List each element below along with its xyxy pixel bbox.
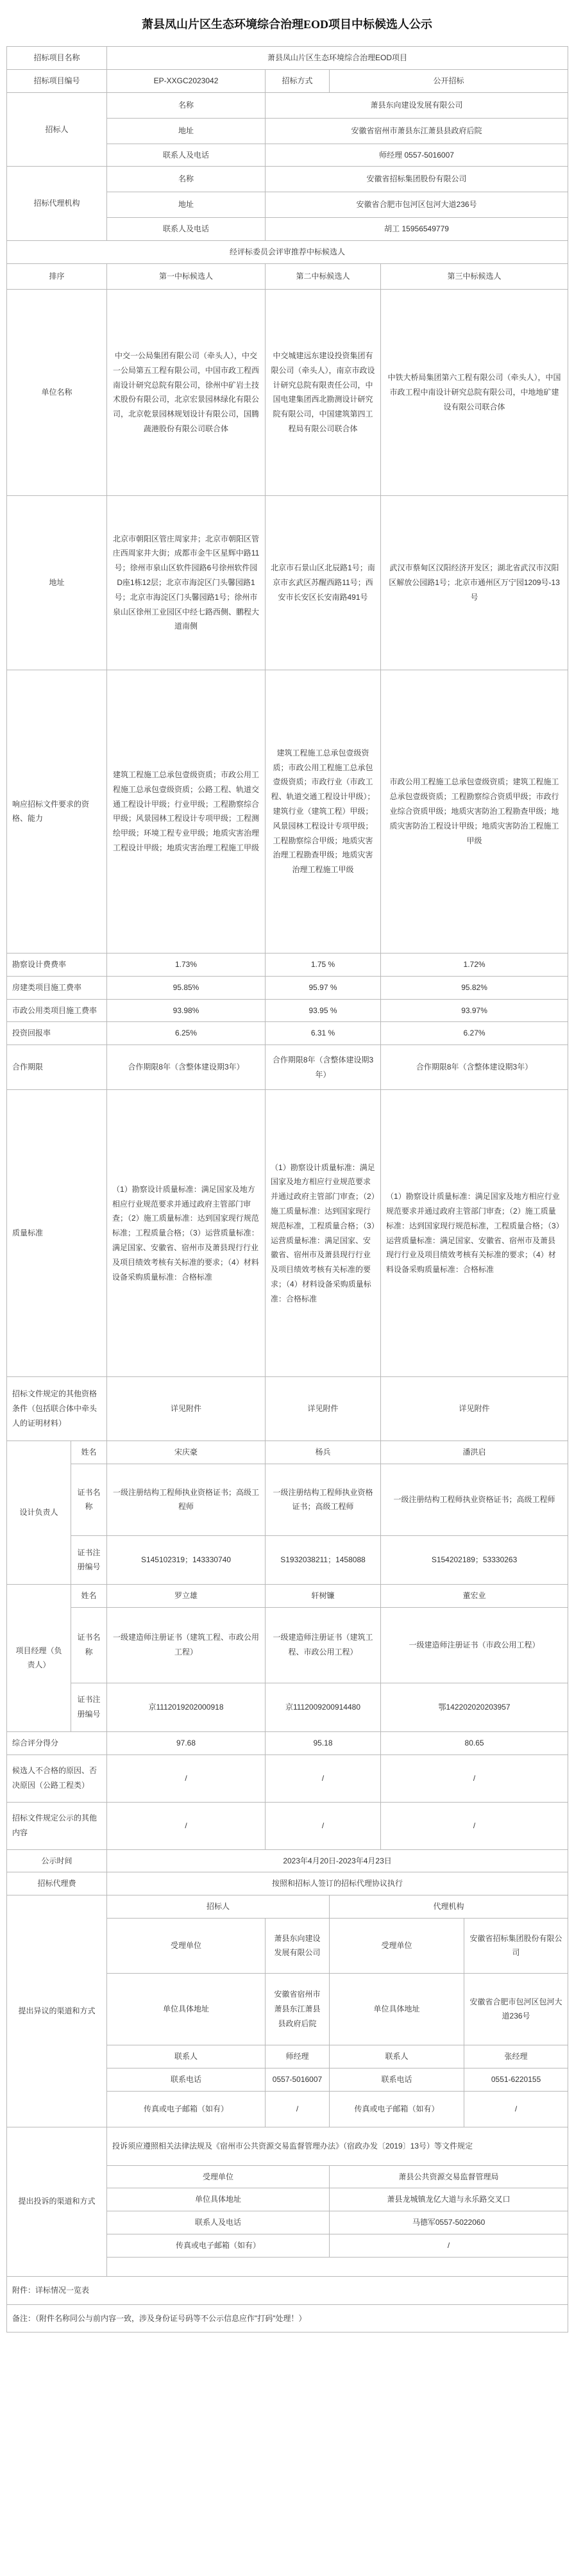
- unit-name-row: [7, 289, 568, 495]
- objection-agency-fax-label: 传真或电子邮箱（如有）: [330, 2091, 464, 2127]
- candidate-address-third: 武汉市蔡甸区汉阳经济开发区；湖北省武汉市汉阳区解放公园路1号；北京市通州区万宁园1209号-13号: [381, 495, 568, 670]
- design-lead-certno-second: S1932038211；1458088: [266, 1535, 381, 1584]
- complaint-label: 提出投诉的渠道和方式: [7, 2127, 107, 2276]
- objection-person-label: 联系人: [107, 2045, 266, 2068]
- agency-label: 招标代理机构: [7, 167, 107, 241]
- project-name-row: [7, 47, 568, 70]
- qualification-first: 建筑工程施工总承包壹级资质；市政公用工程施工总承包壹级资质；公路工程、轨道交通工程设计甲级；行业甲级；工程勘察综合甲级；风景园林工程设计专项甲级；工程测绘甲级；环境工程专业甲级；地质灾害治理工程设计甲级；地质灾害治理工程施工甲级: [107, 670, 266, 953]
- complaint-phone-value: 马德军0557-5022060: [330, 2211, 568, 2234]
- agency-fee-value: 按照和招标人签订的招标代理协议执行: [107, 1872, 568, 1895]
- project-code-row: [7, 69, 568, 92]
- invest-rate-row: [7, 1022, 568, 1045]
- objection-tenderer-head: 招标人: [107, 1895, 330, 1919]
- project-name-label: 招标项目名称: [7, 47, 107, 70]
- objection-unit-value: 萧县东向建设发展有限公司: [266, 1918, 330, 1973]
- candidate-address-second: 北京市石景山区北辰路1号；南京市玄武区苏醒西路11号；西安市长安区长安南路491号: [266, 495, 381, 670]
- design-lead-label: 设计负责人: [7, 1441, 71, 1585]
- project-code-value: EP-XXGC2023042: [107, 69, 266, 92]
- recommend-heading: 经评标委员会评审推荐中标候选人: [7, 241, 568, 264]
- period-second: 合作期限8年（含整体建设期3年）: [266, 1045, 381, 1090]
- invest-rate-second: 6.31 %: [266, 1022, 381, 1045]
- score-third: 80.65: [381, 1731, 568, 1754]
- objection-agency-person-label: 联系人: [330, 2045, 464, 2068]
- rank-label: 排序: [7, 263, 107, 289]
- complaint-addr-label: 单位具体地址: [107, 2188, 330, 2211]
- complaint-basis: 投诉须应遵照相关法律法规及《宿州市公共资源交易监督管理办法》（宿政办发〔2019〕13号）等文件规定: [107, 2127, 568, 2165]
- municipal-rate-label: 市政公用类项目施工费率: [7, 999, 107, 1022]
- other-qual-first: 详见附件: [107, 1377, 266, 1441]
- publicity-period-value: 2023年4月20日-2023年4月23日: [107, 1849, 568, 1872]
- recommend-heading-row: [7, 241, 568, 264]
- reason-first: /: [107, 1754, 266, 1802]
- municipal-rate-second: 93.95 %: [266, 999, 381, 1022]
- unit-name-second: 中交城建远东建设投资集团有限公司（牵头人），南京市政设计研究总院有限责任公司，中国电建集团西北勘测设计研究院有限公司，中国建筑第四工程局有限公司联合体: [266, 289, 381, 495]
- pm-cert-label: 证书名称: [71, 1607, 107, 1683]
- unit-name-label: 单位名称: [7, 289, 107, 495]
- agency-address-value: 安徽省合肥市包河区包河大道236号: [266, 192, 568, 218]
- notice-table: [6, 46, 568, 2332]
- pm-name-third: 董宏业: [381, 1584, 568, 1607]
- objection-agency-phone-label: 联系电话: [330, 2068, 464, 2091]
- remark-note: 备注：（附件名称同公与前内容一致，涉及身份证号码等不公示信息应作"打码"处理！）: [7, 2304, 568, 2332]
- attachment-note: 附件：详标情况一览表: [7, 2276, 568, 2304]
- quality-first: （1）勘察设计质量标准：满足国家及地方相应行业规范要求并通过政府主管部门审查；（2）施工质量标准：达到国家现行规范标准；工程质量合格；（3）运营质量标准：满足国家、安徽省、宿州市及萧县现行行业及项目绩效考核有关标准的要求；（4）材料设备采购质量标准：合格标准: [107, 1090, 266, 1377]
- pm-cert-row: [7, 1607, 568, 1683]
- extra-second: /: [266, 1802, 381, 1849]
- tenderer-name-label: 名称: [107, 92, 266, 118]
- complaint-unit-value: 萧县公共资源交易监督管理局: [330, 2165, 568, 2188]
- invest-rate-label: 投资回报率: [7, 1022, 107, 1045]
- municipal-rate-third: 93.97%: [381, 999, 568, 1022]
- project-name-value: 萧县凤山片区生态环境综合治理EOD项目: [107, 47, 568, 70]
- period-row: [7, 1045, 568, 1090]
- complaint-addr-value: 萧县龙城镇龙亿大道与永乐路交叉口: [330, 2188, 568, 2211]
- agency-name-label: 名称: [107, 167, 266, 192]
- extra-label: 招标文件规定公示的其他内容: [7, 1802, 107, 1849]
- objection-addr-label: 单位具体地址: [107, 1973, 266, 2045]
- quality-label: 质量标准: [7, 1090, 107, 1377]
- tenderer-address-value: 安徽省宿州市萧县东江萧县县政府后院: [266, 118, 568, 144]
- rank-third: 第三中标候选人: [381, 263, 568, 289]
- other-qual-row: [7, 1377, 568, 1441]
- design-rate-second: 1.75 %: [266, 953, 381, 976]
- quality-third: （1）勘察设计质量标准：满足国家及地方相应行业规范要求并通过政府主管部门审查；（2）施工质量标准：达到国家现行规范标准，工程质量合格；（3）运营质量标准：满足国家、安徽省、宿州市及萧县现行行业及项目绩效考核有关标准的要求；（4）材料设备采购质量标准：合格标准: [381, 1090, 568, 1377]
- agency-name-value: 安徽省招标集团股份有限公司: [266, 167, 568, 192]
- complaint-fax-label: 传真或电子邮箱（如有）: [107, 2234, 330, 2257]
- extra-first: /: [107, 1802, 266, 1849]
- complaint-basis-row: [7, 2127, 568, 2165]
- tenderer-name-row: [7, 92, 568, 118]
- pm-certno-row: [7, 1683, 568, 1731]
- objection-agency-unit-label: 受理单位: [330, 1918, 464, 1973]
- objection-agency-addr-value: 安徽省合肥市包河区包河大道236号: [464, 1973, 568, 2045]
- agency-fee-label: 招标代理费: [7, 1872, 107, 1895]
- objection-agency-fax-value: /: [464, 2091, 568, 2127]
- candidate-address-label: 地址: [7, 495, 107, 670]
- design-lead-certno-third: S154202189；53330263: [381, 1535, 568, 1584]
- other-qual-second: 详见附件: [266, 1377, 381, 1441]
- design-lead-name-label: 姓名: [71, 1441, 107, 1464]
- objection-fax-label: 传真或电子邮箱（如有）: [107, 2091, 266, 2127]
- pm-certno-first: 京1112019202000918: [107, 1683, 266, 1731]
- design-rate-third: 1.72%: [381, 953, 568, 976]
- score-row: [7, 1731, 568, 1754]
- municipal-rate-first: 93.98%: [107, 999, 266, 1022]
- pm-cert-first: 一级建造师注册证书（建筑工程、市政公用工程）: [107, 1607, 266, 1683]
- complaint-fax-value: /: [330, 2234, 568, 2257]
- score-second: 95.18: [266, 1731, 381, 1754]
- design-lead-cert-first: 一级注册结构工程师执业资格证书；高级工程师: [107, 1464, 266, 1535]
- candidate-address-row: [7, 495, 568, 670]
- score-label: 综合评分得分: [7, 1731, 107, 1754]
- objection-phone-label: 联系电话: [107, 2068, 266, 2091]
- objection-head-row: [7, 1895, 568, 1919]
- qualification-row: [7, 670, 568, 953]
- page-title: 萧县凤山片区生态环境综合治理EOD项目中标候选人公示: [141, 18, 432, 31]
- tender-method-label: 招标方式: [266, 69, 330, 92]
- objection-label: 提出异议的渠道和方式: [7, 1895, 107, 2127]
- objection-unit-label: 受理单位: [107, 1918, 266, 1973]
- rank-row: [7, 263, 568, 289]
- objection-agency-phone-value: 0551-6220155: [464, 2068, 568, 2091]
- reason-second: /: [266, 1754, 381, 1802]
- publicity-period-label: 公示时间: [7, 1849, 107, 1872]
- design-lead-name-second: 杨兵: [266, 1441, 381, 1464]
- design-lead-cert-row: [7, 1464, 568, 1535]
- objection-person-value: 师经理: [266, 2045, 330, 2068]
- pm-name-second: 轩树镰: [266, 1584, 381, 1607]
- period-label: 合作期限: [7, 1045, 107, 1090]
- municipal-rate-row: [7, 999, 568, 1022]
- building-rate-label: 房建类项目施工费率: [7, 976, 107, 999]
- pm-certno-second: 京1112009200914480: [266, 1683, 381, 1731]
- objection-fax-value: /: [266, 2091, 330, 2127]
- design-lead-cert-second: 一级注册结构工程师执业资格证书；高级工程师: [266, 1464, 381, 1535]
- design-lead-name-row: [7, 1441, 568, 1464]
- rank-first: 第一中标候选人: [107, 263, 266, 289]
- building-rate-second: 95.97 %: [266, 976, 381, 999]
- design-rate-first: 1.73%: [107, 953, 266, 976]
- building-rate-third: 95.82%: [381, 976, 568, 999]
- tenderer-name-value: 萧县东向建设发展有限公司: [266, 92, 568, 118]
- design-lead-name-third: 潘洪启: [381, 1441, 568, 1464]
- rank-second: 第二中标候选人: [266, 263, 381, 289]
- qualification-second: 建筑工程施工总承包壹级资质；市政公用工程施工总承包壹级资质；市政行业（市政工程、轨道交通工程设计甲级）；建筑行业（建筑工程）甲级；风景园林工程设计专项甲级；工程勘察综合甲级；地质灾害治理工程勘查甲级；地质灾害治理工程施工甲级: [266, 670, 381, 953]
- design-lead-cert-label: 证书名称: [71, 1464, 107, 1535]
- unit-name-third: 中铁大桥局集团第六工程有限公司（牵头人），中国市政工程中南设计研究总院有限公司，中地地矿建设有限公司联合体: [381, 289, 568, 495]
- pm-name-label: 姓名: [71, 1584, 107, 1607]
- design-lead-certno-row: [7, 1535, 568, 1584]
- unit-name-first: 中交一公局集团有限公司（牵头人），中交一公局第五工程有限公司，中国市政工程西南设计研究总院有限公司，徐州中矿岩土技术股份有限公司，北京宏景园林绿化有限公司，北京乾景园林规划设计有限公司，国腾蔬港股份有限公司联合体: [107, 289, 266, 495]
- objection-agency-addr-label: 单位具体地址: [330, 1973, 464, 2045]
- tenderer-contact-value: 师经理 0557-5016007: [266, 144, 568, 167]
- pm-name-row: [7, 1584, 568, 1607]
- reason-row: [7, 1754, 568, 1802]
- score-first: 97.68: [107, 1731, 266, 1754]
- extra-row: [7, 1802, 568, 1849]
- reason-label: 候选人不合格的原因、否决原因（公路工程类）: [7, 1754, 107, 1802]
- design-rate-label: 勘察设计费费率: [7, 953, 107, 976]
- objection-phone-value: 0557-5016007: [266, 2068, 330, 2091]
- pm-certno-label: 证书注册编号: [71, 1683, 107, 1731]
- design-lead-cert-third: 一级注册结构工程师执业资格证书；高级工程师: [381, 1464, 568, 1535]
- agency-contact-label: 联系人及电话: [107, 218, 266, 241]
- pm-name-first: 罗立雄: [107, 1584, 266, 1607]
- other-qual-third: 详见附件: [381, 1377, 568, 1441]
- building-rate-first: 95.85%: [107, 976, 266, 999]
- design-lead-certno-first: S145102319；143330740: [107, 1535, 266, 1584]
- candidate-address-first: 北京市朝阳区管庄周家井；北京市朝阳区管庄西周家井大街；成都市金牛区星辉中路11号；徐州市泉山区软件园路6号徐州软件园D座1栋12层；北京市海淀区门头馨园路1号；北京市海淀区门头馨园路1号；徐州市泉山区徐州工业园区中经七路西侧、鹏程大道南侧: [107, 495, 266, 670]
- quality-row: [7, 1090, 568, 1377]
- publicity-period-row: [7, 1849, 568, 1872]
- complaint-blank-cell: [107, 2257, 568, 2276]
- tenderer-contact-label: 联系人及电话: [107, 144, 266, 167]
- tender-method-value: 公开招标: [330, 69, 568, 92]
- qualification-third: 市政公用工程施工总承包壹级资质；建筑工程施工总承包壹级资质；工程勘察综合资质甲级；市政行业综合资质甲级；地质灾害防治工程勘查甲级；地质灾害防治工程设计甲级；地质灾害防治工程施工甲级: [381, 670, 568, 953]
- agency-fee-row: [7, 1872, 568, 1895]
- project-code-label: 招标项目编号: [7, 69, 107, 92]
- period-third: 合作期限8年（含整体建设期3年）: [381, 1045, 568, 1090]
- extra-third: /: [381, 1802, 568, 1849]
- objection-addr-value: 安徽省宿州市萧县东江萧县县政府后院: [266, 1973, 330, 2045]
- agency-name-row: [7, 167, 568, 192]
- design-rate-row: [7, 953, 568, 976]
- objection-agency-unit-value: 安徽省招标集团股份有限公司: [464, 1918, 568, 1973]
- invest-rate-third: 6.27%: [381, 1022, 568, 1045]
- invest-rate-first: 6.25%: [107, 1022, 266, 1045]
- objection-agency-head: 代理机构: [330, 1895, 568, 1919]
- design-lead-name-first: 宋庆豪: [107, 1441, 266, 1464]
- remark-row: [7, 2304, 568, 2332]
- qualification-label: 响应招标文件要求的资格、能力: [7, 670, 107, 953]
- building-rate-row: [7, 976, 568, 999]
- tenderer-address-label: 地址: [107, 118, 266, 144]
- tenderer-label: 招标人: [7, 92, 107, 167]
- design-lead-certno-label: 证书注册编号: [71, 1535, 107, 1584]
- pm-label: 项目经理（负责人）: [7, 1584, 71, 1731]
- complaint-unit-label: 受理单位: [107, 2165, 330, 2188]
- other-qual-label: 招标文件规定的其他资格条件（包括联合体中牵头人的证明材料）: [7, 1377, 107, 1441]
- period-first: 合作期限8年（含整体建设期3年）: [107, 1045, 266, 1090]
- reason-third: /: [381, 1754, 568, 1802]
- attachment-row: [7, 2276, 568, 2304]
- complaint-phone-label: 联系人及电话: [107, 2211, 330, 2234]
- quality-second: （1）勘察设计质量标准：满足国家及地方相应行业规范要求并通过政府主管部门审查；（2）施工质量标准：达到国家现行规范标准，工程质量合格；（3）运营质量标准：满足国家、安徽省、宿州市及萧县现行行业及项目绩效考核有关标准的要求；（4）材料设备采购质量标准：合格标准: [266, 1090, 381, 1377]
- objection-agency-person-value: 张经理: [464, 2045, 568, 2068]
- pm-cert-third: 一级建造师注册证书（市政公用工程）: [381, 1607, 568, 1683]
- pm-cert-second: 一级建造师注册证书（建筑工程、市政公用工程）: [266, 1607, 381, 1683]
- pm-certno-third: 鄂142202020203957: [381, 1683, 568, 1731]
- agency-contact-value: 胡工 15956549779: [266, 218, 568, 241]
- agency-address-label: 地址: [107, 192, 266, 218]
